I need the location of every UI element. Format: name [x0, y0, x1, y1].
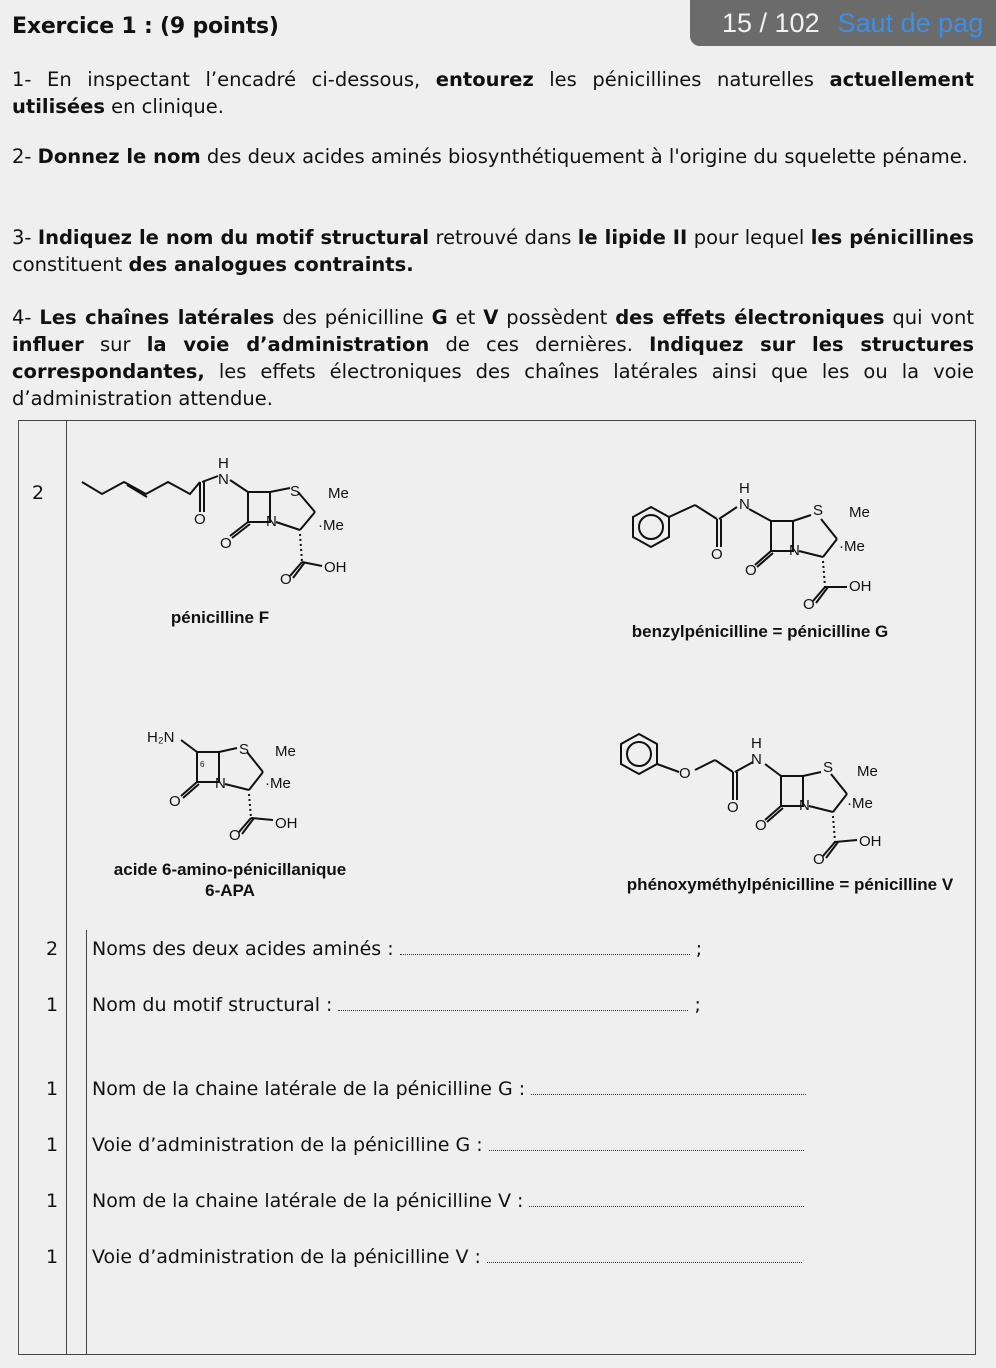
answer-row	[92, 1190, 804, 1212]
apa-label-line1: acide 6-amino-pénicillanique	[113, 860, 347, 879]
atom-n2: N	[789, 542, 800, 559]
question-4-text: de ces dernières.	[429, 333, 650, 356]
answer-label: Voie d’administration de la pénicilline G :	[92, 1134, 489, 1156]
penicillin-v-structure	[615, 730, 915, 870]
atom-o3: O	[755, 817, 767, 834]
answer-blank[interactable]	[487, 1246, 802, 1263]
question-4-text: les effets électroniques des chaînes latérales ainsi que les ou la voie d’administration attendue.	[12, 360, 974, 410]
question-3-text: Indiquez le nom du motif structural	[37, 226, 430, 249]
atom-o: O	[194, 511, 206, 528]
answer-score: 1	[46, 994, 59, 1016]
question-4-text: influer	[12, 333, 84, 356]
answer-label: Noms des deux acides aminés :	[92, 938, 400, 960]
penicillin-v-label: phénoxyméthylpénicilline = pénicilline V	[626, 875, 954, 894]
answer-score: 1	[46, 1078, 59, 1100]
question-4-text: et	[447, 306, 484, 329]
question-1-text: 1- En inspectant l’encadré ci-dessous,	[12, 68, 436, 91]
apa-label	[90, 859, 370, 901]
question-2	[12, 143, 974, 170]
question-3	[12, 224, 974, 278]
question-3-text: constituent	[12, 253, 129, 276]
page-jump-button[interactable]: Saut de pag	[837, 7, 984, 38]
answer-suffix: ;	[689, 938, 703, 960]
question-1-text: les pénicillines naturelles	[533, 68, 830, 91]
atom-me2: ·Me	[839, 538, 865, 555]
question-1-text: entourez	[435, 68, 534, 91]
atom-me: Me	[328, 485, 349, 502]
answer-label: Nom du motif structural :	[92, 994, 339, 1016]
atom-h: H	[739, 480, 750, 497]
answer-row	[92, 1134, 804, 1156]
answer-row	[92, 938, 702, 960]
atom-oh: OH	[849, 578, 872, 595]
atom-o2: O	[745, 562, 757, 579]
atom-n: N	[751, 751, 762, 768]
question-3-text: retrouvé dans	[429, 226, 578, 249]
answer-row	[92, 1246, 802, 1268]
atom-o3: O	[280, 571, 292, 588]
answer-label: Nom de la chaine latérale de la pénicilline V :	[92, 1190, 530, 1212]
exercise-title: Exercice 1 : (9 points)	[12, 14, 279, 39]
answer-blank[interactable]	[400, 938, 690, 955]
atom-me2: ·Me	[318, 517, 344, 534]
atom-h2n: H₂N	[147, 729, 175, 746]
atom-oh: OH	[859, 833, 882, 850]
atom-n2: N	[799, 797, 810, 814]
answer-score: 1	[46, 1246, 59, 1268]
atom-oh: OH	[324, 559, 347, 576]
question-4-text: G	[431, 306, 448, 329]
answer-label: Nom de la chaine latérale de la pénicilline G :	[92, 1078, 532, 1100]
atom-me2: ·Me	[265, 775, 291, 792]
atom-6: 6	[200, 760, 205, 769]
question-3-text: pour lequel	[687, 226, 811, 249]
atom-oh: OH	[275, 815, 298, 832]
atom-n2: N	[266, 513, 277, 530]
atom-s: S	[239, 741, 250, 758]
atom-o: O	[711, 546, 723, 563]
atom-h: H	[218, 455, 229, 472]
atom-o3: O	[803, 596, 815, 613]
answer-suffix: ;	[688, 994, 701, 1016]
question-3-text: les pénicillines	[810, 226, 974, 249]
penicillin-g-structure	[625, 475, 915, 615]
atom-o2: O	[229, 827, 241, 844]
answer-label: Voie d’administration de la pénicilline V :	[92, 1246, 487, 1268]
question-3-text: 3-	[12, 226, 38, 249]
page-counter: 15 / 102	[722, 7, 820, 38]
atom-o: O	[679, 765, 691, 782]
question-2-text: Donnez le nom	[37, 145, 201, 168]
question-4-text: des pénicilline	[274, 306, 432, 329]
box-left-border	[18, 420, 19, 1355]
penicillin-f-structure	[80, 450, 380, 590]
question-1-text: actuellement utilisées	[12, 68, 974, 118]
question-2-text: des deux acides aminés biosynthétiquement à l'origine du squelette péname.	[200, 145, 968, 168]
answer-row	[92, 1078, 806, 1100]
page-toolbar	[690, 0, 996, 46]
question-4	[12, 304, 974, 412]
answer-blank[interactable]	[338, 994, 688, 1011]
answer-score: 1	[46, 1190, 59, 1212]
question-4-text: des effets électroniques	[615, 306, 885, 329]
answer-blank[interactable]	[489, 1134, 804, 1151]
question-4-text: V	[483, 306, 499, 329]
atom-n: N	[739, 496, 750, 513]
question-4-text: sur	[83, 333, 147, 356]
atom-me: Me	[275, 743, 296, 760]
atom-o2: O	[220, 535, 232, 552]
atom-s: S	[813, 502, 824, 519]
question-4-text: 4-	[12, 306, 40, 329]
question-1-text: en clinique.	[104, 95, 224, 118]
question-4-text: Les chaînes latérales	[39, 306, 275, 329]
answer-score: 2	[46, 938, 59, 960]
atom-n: N	[218, 471, 229, 488]
question-4-text: Indiquez sur les structures correspondantes,	[12, 333, 974, 383]
penicillin-g-label: benzylpénicilline = pénicilline G	[631, 622, 889, 641]
atom-s: S	[823, 759, 834, 776]
question-3-text: des analogues contraints.	[128, 253, 414, 276]
atom-h: H	[751, 735, 762, 752]
atom-me: Me	[849, 504, 870, 521]
penicillin-f-label: pénicilline F	[170, 608, 270, 627]
atom-n: N	[215, 775, 226, 792]
answer-blank[interactable]	[529, 1190, 804, 1207]
atom-me2: ·Me	[847, 795, 873, 812]
atom-s: S	[290, 483, 301, 500]
structures-score: 2	[32, 482, 45, 504]
atom-o: O	[169, 793, 181, 810]
question-1	[12, 66, 974, 120]
apa-label-line2: 6-APA	[205, 881, 255, 900]
apa-structure	[145, 722, 345, 852]
question-3-text: le lipide II	[577, 226, 688, 249]
question-4-text: qui vont	[884, 306, 974, 329]
question-4-text: possèdent	[498, 306, 616, 329]
atom-me: Me	[857, 763, 878, 780]
answer-score: 1	[46, 1134, 59, 1156]
question-4-text: la voie d’administration	[146, 333, 430, 356]
answer-column-divider	[86, 930, 87, 1355]
score-column-divider	[66, 421, 67, 1355]
question-2-text: 2-	[12, 145, 38, 168]
answer-row	[92, 994, 701, 1016]
answer-blank[interactable]	[531, 1078, 806, 1095]
atom-o4: O	[813, 851, 825, 868]
atom-o2: O	[727, 799, 739, 816]
